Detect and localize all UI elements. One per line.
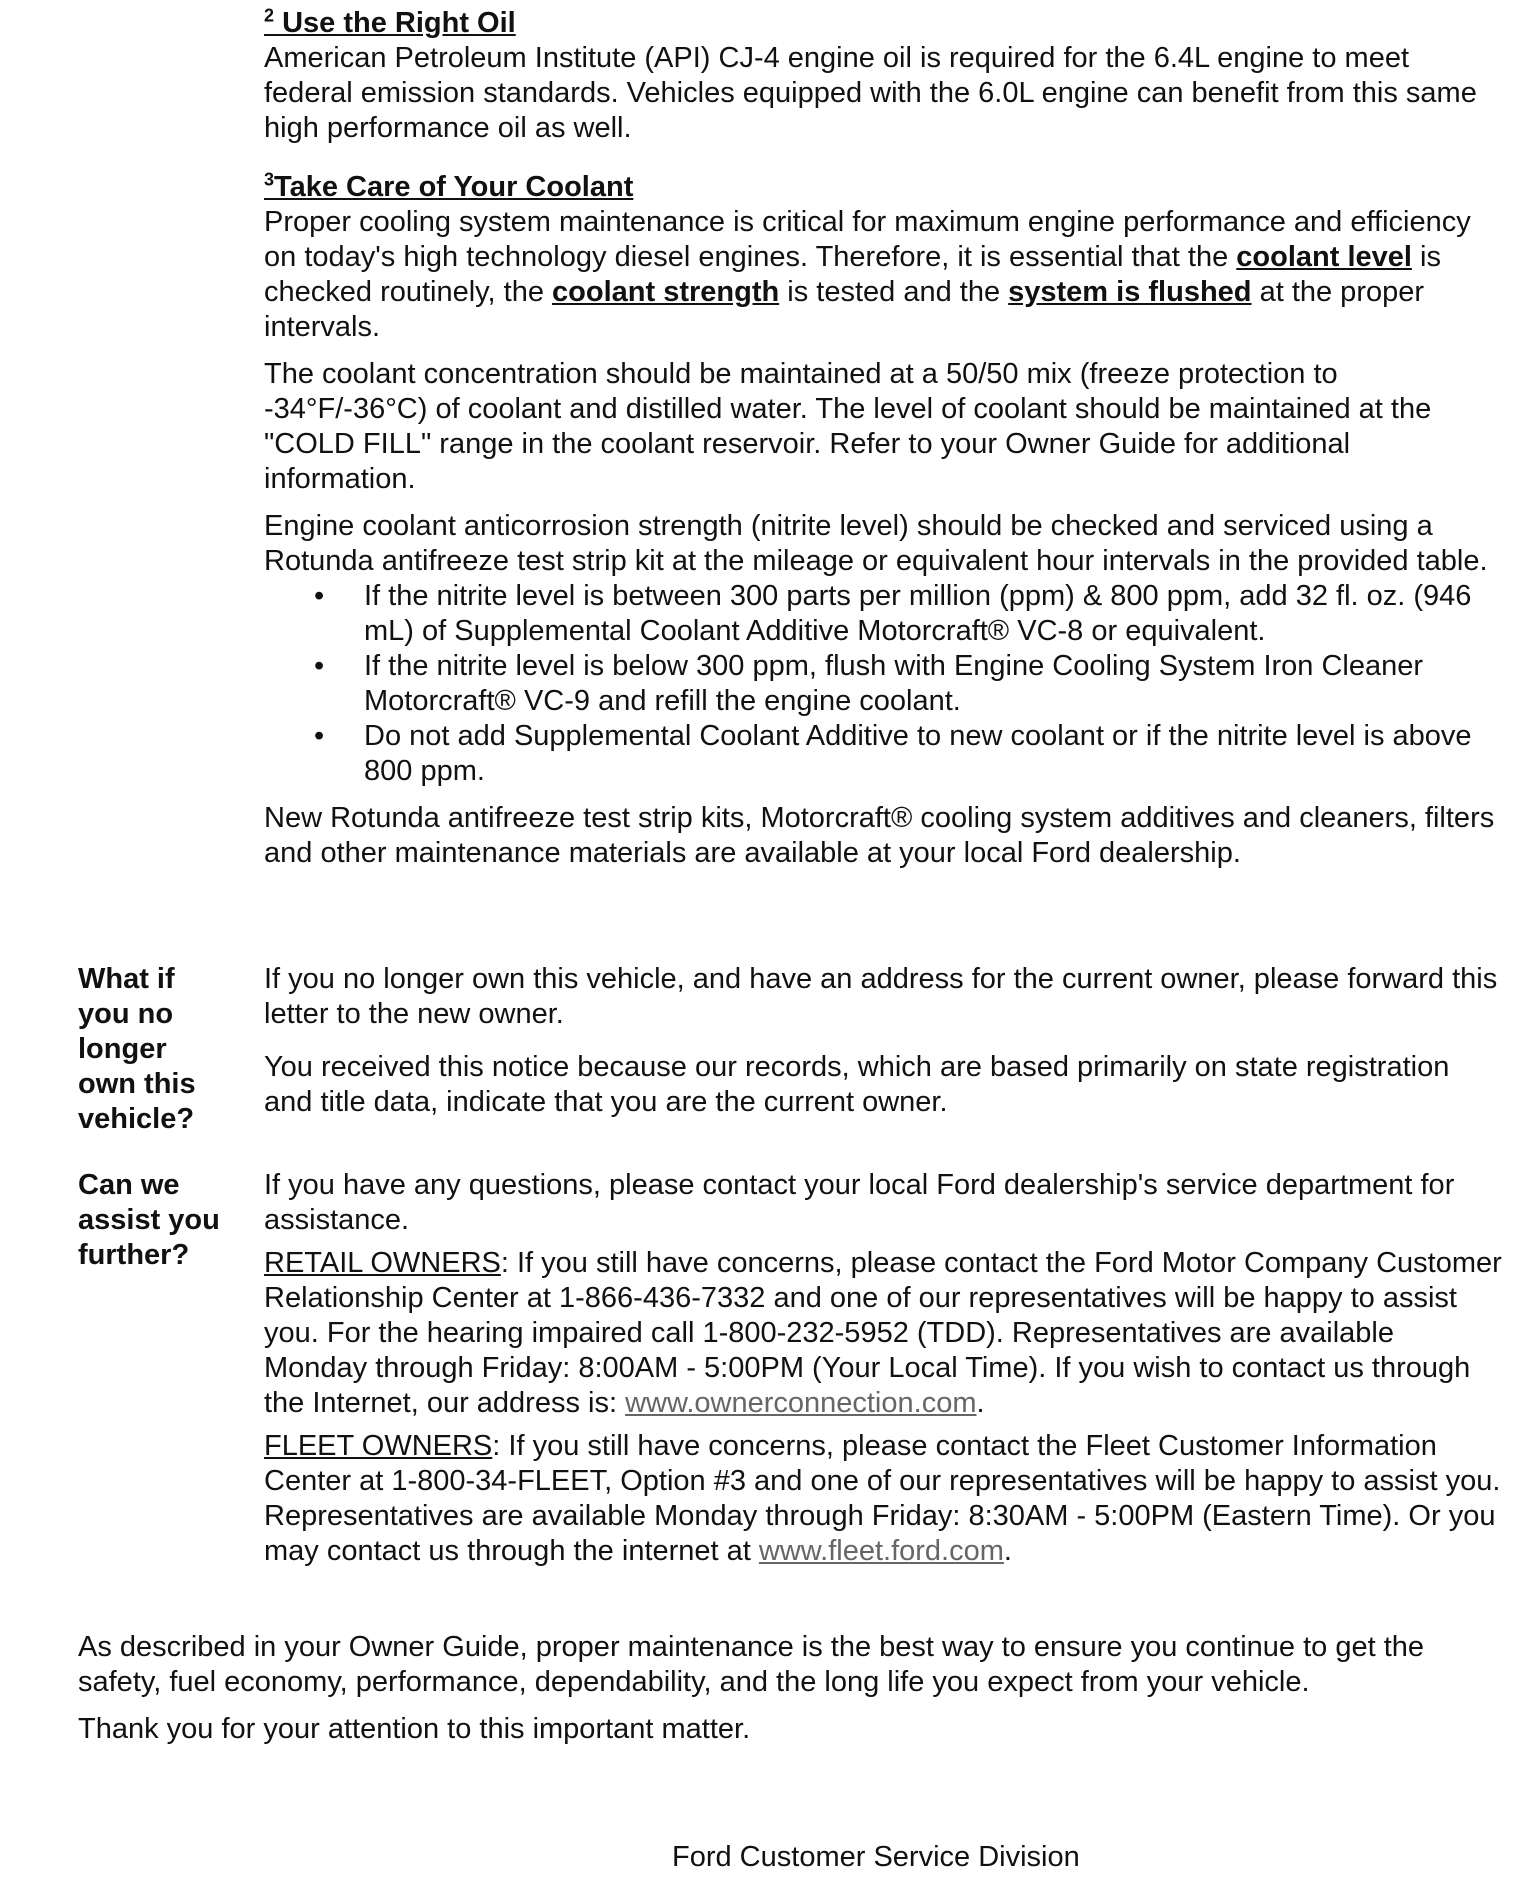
keyword-system-flushed: system is flushed	[1008, 276, 1252, 308]
list-item	[314, 649, 1504, 719]
retail-owners-label: RETAIL OWNERS	[264, 1247, 501, 1279]
ownerconnection-link[interactable]: www.ownerconnection.com	[625, 1387, 977, 1419]
bullet-icon: •	[314, 650, 325, 682]
closing-section	[78, 1630, 1508, 1747]
nitrite-bullet-list	[264, 579, 1504, 789]
coolant-paragraph-3: Engine coolant anticorrosion strength (nitrite level) should be checked and serviced using a Rotunda antifreeze test strip kit at the mileage or equivalent hour intervals in the provided table.	[264, 510, 1488, 577]
keyword-coolant-level: coolant level	[1236, 241, 1412, 273]
oil-paragraph: American Petroleum Institute (API) CJ-4 engine oil is required for the 6.4L engine to meet federal emission standards. Vehicles equipped with the 6.0L engine can benefit from this same high performance oil as well.	[264, 42, 1477, 144]
oil-heading	[264, 6, 1504, 41]
text-run: : If you still have concerns, please contact the Fleet Customer Information Center at 1-800-34-FLEET, Option #3 and one of our representatives will be happy to assist you. Representatives are available Monday through Friday: 8:30AM - 5:00PM (Eastern Time). Or you may contact us through the internet at	[264, 1430, 1501, 1567]
text-run: is checked routinely, the	[264, 241, 1441, 308]
coolant-section	[264, 170, 1504, 871]
assist-side-label: Can we assist you further?	[78, 1169, 220, 1271]
maintenance-section	[264, 6, 1504, 871]
list-item-text: If the nitrite level is between 300 parts per million (ppm) & 800 ppm, add 32 fl. oz. (946 mL) of Supplemental Coolant Additive Motorcraft® VC-8 or equivalent.	[364, 580, 1472, 647]
owner-paragraph-2: You received this notice because our records, which are based primarily on state registration and title data, indicate that you are the current owner.	[264, 1051, 1450, 1118]
coolant-paragraph-2: The coolant concentration should be maintained at a 50/50 mix (freeze protection to -34°F/-36°C) of coolant and distilled water. The level of coolant should be maintained at the "COLD FILL" range in the coolant reservoir. Refer to your Owner Guide for additional information.	[264, 358, 1432, 495]
bullet-icon: •	[314, 580, 325, 612]
text-run: is tested and the	[779, 276, 1009, 308]
retail-owners-paragraph	[264, 1246, 1504, 1421]
list-item-text: Do not add Supplemental Coolant Additive to new coolant or if the nitrite level is above 800 ppm.	[364, 720, 1472, 787]
fleet-owners-label: FLEET OWNERS	[264, 1430, 493, 1462]
coolant-heading-text: Take Care of Your Coolant	[274, 171, 634, 203]
owner-side-label: What if you no longer own this vehicle?	[78, 963, 196, 1135]
keyword-coolant-strength: coolant strength	[552, 276, 780, 308]
assist-section	[264, 1168, 1504, 1569]
coolant-paragraph-1	[264, 205, 1504, 345]
fleet-ford-link[interactable]: www.fleet.ford.com	[758, 1535, 1004, 1567]
footnote-marker: 3	[264, 169, 275, 190]
text-run: at the proper intervals.	[264, 276, 1425, 343]
text-run: .	[1003, 1535, 1012, 1567]
owner-paragraph-1: If you no longer own this vehicle, and have an address for the current owner, please forward this letter to the new owner.	[264, 963, 1498, 1030]
bullet-icon: •	[314, 720, 325, 752]
coolant-heading	[264, 170, 1504, 205]
text-run: : If you still have concerns, please contact the Ford Motor Company Customer Relationship Center at 1-866-436-7332 and one of our representatives will be happy to assist you. For the hearing impaired call 1-800-232-5952 (TDD). Representatives are available Monday through Friday: 8:00AM - 5:00PM (Your Local Time). If you wish to contact us through the Internet, our address is:	[264, 1247, 1502, 1419]
list-item-text: If the nitrite level is below 300 ppm, flush with Engine Cooling System Iron Cleaner Motorcraft® VC-9 and refill the engine coolant.	[364, 650, 1424, 717]
thank-you-line: Thank you for your attention to this important matter.	[78, 1713, 751, 1745]
fleet-owners-paragraph	[264, 1429, 1504, 1569]
assist-paragraph: If you have any questions, please contact your local Ford dealership's service department for assistance.	[264, 1169, 1455, 1236]
list-item	[314, 579, 1504, 649]
text-run: .	[976, 1387, 985, 1419]
signature-line: Ford Customer Service Division	[672, 1841, 1080, 1873]
oil-heading-text: Use the Right Oil	[282, 7, 516, 39]
footnote-marker: 2	[264, 5, 275, 26]
closing-paragraph: As described in your Owner Guide, proper maintenance is the best way to ensure you continue to get the safety, fuel economy, performance, dependability, and the long life you expect from your vehicle.	[78, 1631, 1425, 1698]
oil-section	[264, 6, 1504, 146]
owner-section	[264, 962, 1504, 1120]
text-run: Proper cooling system maintenance is critical for maximum engine performance and efficiency on today's high technology diesel engines. Therefore, it is essential that the	[264, 206, 1471, 273]
list-item	[314, 719, 1504, 789]
coolant-paragraph-4: New Rotunda antifreeze test strip kits, Motorcraft® cooling system additives and cleaners, filters and other maintenance materials are available at your local Ford dealership.	[264, 802, 1495, 869]
